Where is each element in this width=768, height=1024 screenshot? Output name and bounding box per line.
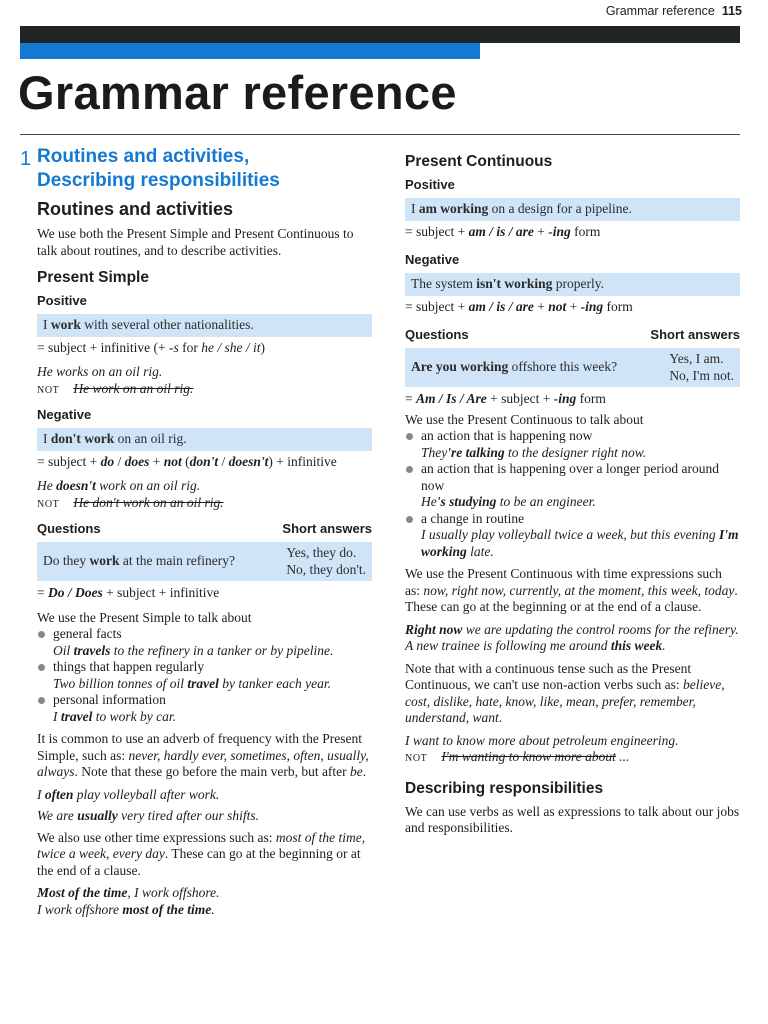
describing-paragraph: We can use verbs as well as expressions to talk about our jobs and responsibilities. (405, 803, 740, 835)
ps-question-formula: = Do / Does + subject + infinitive (37, 585, 220, 600)
ps-negative-wrong: NOT He don't work on an oil rig. (37, 494, 224, 510)
list-item: things that happen regularly Two billion tonnes of oil travel by tanker each year. (37, 659, 372, 692)
list-item: general facts Oil travels to the refinery in a tanker or by pipeline. (37, 626, 372, 659)
pc-time-paragraph: We use the Present Continuous with time expressions such as: now, right now, currently, at the moment, this week, today. These can go at the beginning or at the end of a clause. (405, 566, 738, 614)
list-item: an action that is happening over a longer period around now He's studying to be an engineer. (405, 461, 740, 511)
adverb-paragraph: It is common to use an adverb of frequency with the Present Simple, such as: never, hardly ever, sometimes, often, usually, always. Note that these go before the main verb, but after be. (37, 731, 369, 779)
section-title-line-2: Describing responsibilities (37, 170, 280, 191)
list-item: personal information I travel to work by car. (37, 692, 372, 725)
ps-positive-example: He works on an oil rig. (37, 364, 163, 379)
ps-uses-intro: We use the Present Simple to talk about (37, 609, 252, 625)
heading-routines: Routines and activities (37, 199, 234, 219)
page-number: 115 (721, 4, 742, 18)
adverb-example-1: I often play volleyball after work. (37, 786, 220, 802)
adverb-example-2: We are usually very tired after our shifts. (37, 808, 260, 823)
non-action-example: I want to know more about petroleum engineering. (405, 732, 679, 748)
pc-time-example-2: A new trainee is following me around this week. (405, 638, 666, 653)
pc-negative-example-box: The system isn't working properly. (405, 273, 740, 296)
left-column (20, 145, 372, 918)
pc-positive-formula: = subject + am / is / are + -ing form (405, 223, 601, 239)
header-dark-bar (20, 26, 740, 43)
pc-time-example-1: Right now we are updating the control rooms for the refinery. (405, 621, 739, 637)
ps-negative-formula: = subject + do / does + not (don't / doesn't) + infinitive (37, 453, 337, 469)
bullet-icon (38, 631, 45, 638)
page-title: Grammar reference (18, 66, 457, 119)
time-expressions-paragraph: We also use other time expressions such as: most of the time, twice a week, every day. These can go at the beginning or at the end of a clause. (37, 829, 366, 878)
section-number: 1 (20, 148, 32, 170)
list-item: a change in routine I usually play volleyball twice a week, but this evening I'm working late. (405, 511, 740, 561)
section-title-line-1: Routines and activities, (37, 146, 250, 167)
header-divider (20, 134, 740, 135)
bullet-icon (406, 516, 413, 523)
pc-question-formula: = Am / Is / Are + subject + -ing form (405, 391, 606, 406)
pc-negative-formula: = subject + am / is / are + not + -ing form (405, 298, 633, 314)
ps-questions-header: Questions Short answers (37, 521, 372, 536)
right-column (405, 145, 740, 843)
ps-positive-label: Positive (37, 293, 87, 308)
ps-negative-example-box: I don't work on an oil rig. (37, 428, 372, 451)
non-action-paragraph: Note that with a continuous tense such as the Present Continuous, we can't use non-action verbs such as: believe, cost, dislike, hate, know, like, mean, prefer, remember, understand, want. (405, 660, 725, 725)
bullet-icon (406, 466, 413, 473)
ps-question-box: Do they work at the main refinery? Yes, they do. No, they don't. (37, 542, 372, 581)
running-head (606, 4, 742, 18)
running-head-title: Grammar reference (605, 4, 715, 18)
list-item: an action that is happening now They're talking to the designer right now. (405, 428, 740, 461)
pc-questions-header: Questions Short answers (405, 327, 740, 342)
pc-question-box: Are you working offshore this week? Yes, I am. No, I'm not. (405, 348, 740, 387)
ps-uses-list (37, 626, 372, 725)
ps-negative-example: He doesn't work on an oil rig. (37, 478, 201, 493)
bullet-icon (406, 433, 413, 440)
heading-present-simple: Present Simple (37, 269, 149, 286)
header-blue-bar (20, 43, 480, 59)
pc-positive-example-box: I am working on a design for a pipeline. (405, 198, 740, 221)
bullet-icon (38, 664, 45, 671)
heading-describing-responsibilities: Describing responsibilities (405, 779, 604, 797)
ps-positive-example-box: I work with several other nationalities. (37, 314, 372, 337)
time-example-2: I work offshore most of the time. (37, 901, 215, 917)
pc-negative-label: Negative (405, 252, 460, 267)
time-example-1: Most of the time, I work offshore. (37, 885, 220, 900)
pc-uses-intro: We use the Present Continuous to talk about (405, 411, 644, 427)
heading-present-continuous: Present Continuous (405, 153, 553, 170)
bullet-icon (38, 697, 45, 704)
pc-uses-list (405, 428, 740, 560)
pc-positive-label: Positive (405, 177, 455, 192)
ps-positive-wrong: NOT He work on an oil rig. (37, 380, 194, 396)
ps-negative-label: Negative (37, 407, 92, 422)
non-action-wrong: NOT I'm wanting to know more about ... (405, 749, 630, 764)
intro-text: We use both the Present Simple and Present Continuous to talk about routines, and to describe activities. (37, 226, 354, 258)
ps-positive-formula: = subject + infinitive (+ -s for he / she / it) (37, 339, 265, 355)
section-title (37, 145, 372, 193)
